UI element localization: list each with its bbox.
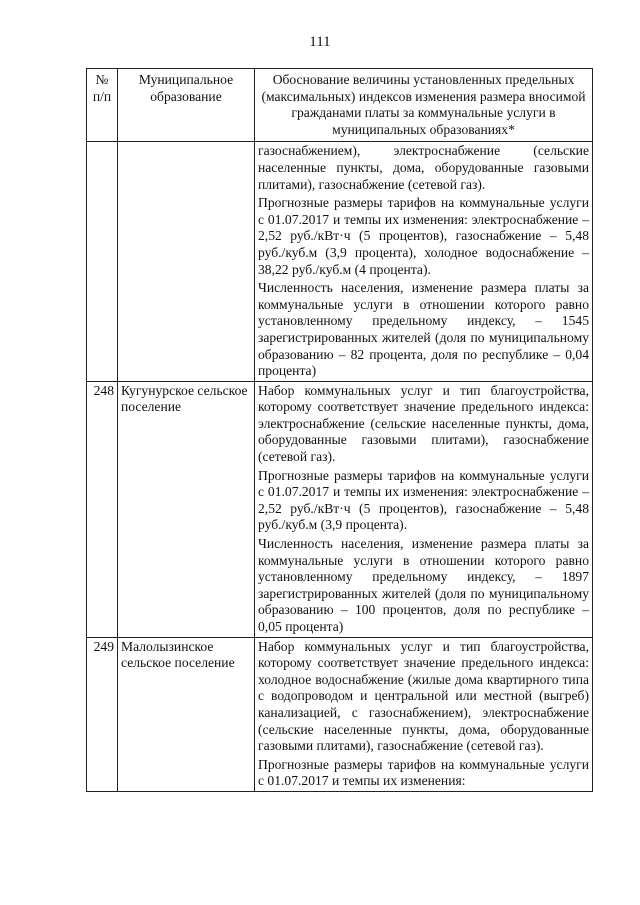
justification-paragraph: Набор коммунальных услуг и тип благоустройства, которому соответствует значение предельного индекса: электроснабжение (сельские населенные пункты, дома, оборудованные газовыми плитами), газоснабжение (сетевой газ). bbox=[258, 382, 589, 465]
table-header-row bbox=[87, 69, 593, 142]
justification-paragraph: Прогнозные размеры тарифов на коммунальные услуги с 01.07.2017 и темпы их изменения: электроснабжение – 2,52 руб./кВт·ч (5 процентов), газоснабжение – 5,48 руб./куб.м (3,9 процента). bbox=[258, 467, 589, 533]
row-number bbox=[87, 142, 118, 381]
justification-paragraph: Численность населения, изменение размера платы за коммунальные услуги в отношении которого равно установленному предельному индексу, – 1545 зарегистрированных жителей (доля по муниципальному образованию – 82 процента, доля по республике – 0,04 процента) bbox=[258, 280, 589, 379]
header-justification: Обоснование величины установленных предельных (максимальных) индексов изменения размера вносимой гражданами платы за коммунальные услуги в муниципальных образованиях* bbox=[255, 69, 593, 142]
row-justification bbox=[255, 142, 593, 381]
justification-paragraph: газоснабжением), электроснабжение (сельские населенные пункты, дома, оборудованные газовыми плитами), газоснабжение (сетевой газ). bbox=[258, 143, 589, 192]
justification-paragraph: Набор коммунальных услуг и тип благоустройства, которому соответствует значение предельного индекса: холодное водоснабжение (жилые дома квартирного типа с водопроводом и центральной или местной (выгреб) канализацией, с газоснабжением), электроснабжение (сельские населенные пункты, дома, оборудованные газовыми плитами), газоснабжение (сетевой газ). bbox=[258, 638, 589, 754]
row-municipality bbox=[118, 142, 255, 381]
header-number: № п/п bbox=[87, 69, 118, 142]
justification-paragraph: Численность населения, изменение размера платы за коммунальные услуги в отношении которого равно установленному предельному индексу, – 1897 зарегистрированных жителей (доля по муниципальному образованию – 100 процентов, доля по республике – 0,05 процента) bbox=[258, 536, 589, 634]
row-number: 248 bbox=[87, 381, 118, 637]
table-row bbox=[87, 637, 593, 791]
page-number: 111 bbox=[309, 34, 331, 50]
table-row bbox=[87, 381, 593, 637]
justification-paragraph: Прогнозные размеры тарифов на коммунальные услуги с 01.07.2017 и темпы их изменения: электроснабжение – 2,52 руб./кВт·ч (5 процентов), газоснабжение – 5,48 руб./куб.м (3,9 процента), холодное водоснабжение – 38,22 руб./куб.м (4 процента). bbox=[258, 195, 589, 277]
table-row bbox=[87, 142, 593, 381]
row-number: 249 bbox=[87, 637, 118, 791]
row-municipality: Кугунурское сельское поселение bbox=[118, 381, 255, 637]
tariff-justification-table bbox=[86, 68, 593, 792]
row-justification bbox=[255, 637, 593, 791]
row-municipality: Малолызинское сельское поселение bbox=[118, 637, 255, 791]
row-justification bbox=[255, 381, 593, 637]
header-municipality: Муниципальное образование bbox=[118, 69, 255, 142]
justification-paragraph: Прогнозные размеры тарифов на коммунальные услуги с 01.07.2017 и темпы их изменения: bbox=[258, 756, 589, 789]
